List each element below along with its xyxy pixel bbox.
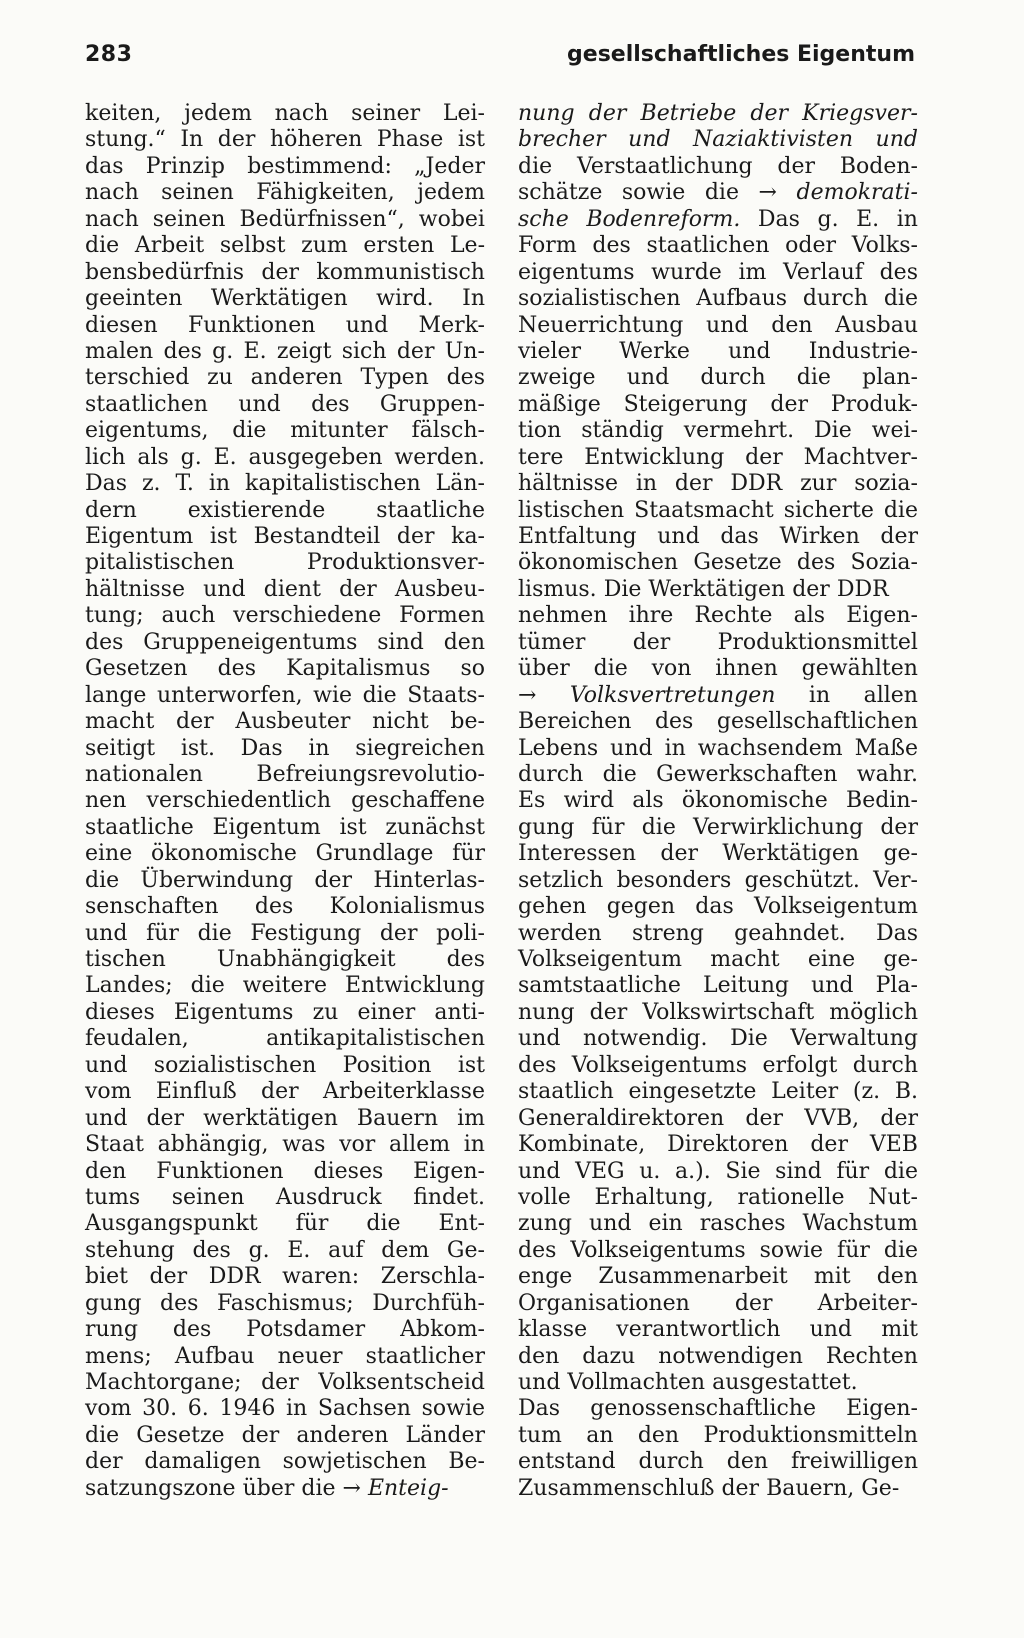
text-line: gung für die Verwirklichung der xyxy=(518,814,918,840)
text-line: Landes; die weitere Entwicklung xyxy=(85,973,485,999)
text-line: vieler Werke und Industrie- xyxy=(518,338,918,364)
left-column xyxy=(85,101,485,1502)
text-line: tums seinen Ausdruck findet. xyxy=(85,1184,485,1210)
text-line: des Volkseigentums erfolgt durch xyxy=(518,1052,918,1078)
text-line: und notwendig. Die Verwaltung xyxy=(518,1026,918,1052)
text-line: Es wird als ökonomische Bedin- xyxy=(518,788,918,814)
text-line: nung der Betriebe der Kriegsver- xyxy=(518,101,918,126)
text-line: setzlich besonders geschützt. Ver- xyxy=(518,867,918,893)
text-line: nehmen ihre Rechte als Eigen- xyxy=(518,603,918,629)
text-line: hältnisse und dient der Ausbeu- xyxy=(85,576,485,602)
text-line: feudalen, antikapitalistischen xyxy=(85,1026,485,1052)
text-line: die Arbeit selbst zum ersten Le- xyxy=(85,233,485,259)
text-line: ökonomischen Gesetze des Sozia- xyxy=(518,550,918,576)
text-line: senschaften des Kolonialismus xyxy=(85,894,485,920)
text-line: werden streng geahndet. Das xyxy=(518,920,918,946)
text-line: über die von ihnen gewählten xyxy=(518,656,918,682)
text-line: nach seinen Fähigkeiten, jedem xyxy=(85,180,485,206)
text-line: tere Entwicklung der Machtver- xyxy=(518,444,918,470)
text-line: terschied zu anderen Typen des xyxy=(85,365,485,391)
text-line: Ausgangspunkt für die Ent- xyxy=(85,1211,485,1237)
text-line: rung des Potsdamer Abkom- xyxy=(85,1317,485,1343)
text-line: und VEG u. a.). Sie sind für die xyxy=(518,1158,918,1184)
text-line: enge Zusammenarbeit mit den xyxy=(518,1264,918,1290)
text-line: Zusammenschluß der Bauern, Ge- xyxy=(518,1475,900,1501)
text-line: Form des staatlichen oder Volks- xyxy=(518,233,918,259)
text-line: vom Einfluß der Arbeiterklasse xyxy=(85,1079,485,1105)
text-line: dieses Eigentums zu einer anti- xyxy=(85,999,485,1025)
text-line: nationalen Befreiungsrevolutio- xyxy=(85,761,485,787)
text-line: brecher und Naziaktivisten und xyxy=(518,127,918,153)
text-line: dern existierende staatliche xyxy=(85,497,485,523)
text-line: Eigentum ist Bestandteil der ka- xyxy=(85,524,485,549)
text-line: nen verschiedentlich geschaffene xyxy=(85,788,485,814)
text-line: tung; auch verschiedene Formen xyxy=(85,603,485,629)
text-line: die Gesetze der anderen Länder xyxy=(85,1422,485,1448)
text-line: lismus. Die Werktätigen der DDR xyxy=(518,576,889,602)
text-line: zung und ein rasches Wachstum xyxy=(518,1211,918,1237)
text-line: seitigt ist. Das in siegreichen xyxy=(85,735,485,761)
text-line: biet der DDR waren: Zerschla- xyxy=(85,1264,485,1290)
text-line: samtstaatliche Leitung und Pla- xyxy=(518,973,918,999)
text-line: Kombinate, Direktoren der VEB xyxy=(518,1132,918,1158)
text-line: tum an den Produktionsmitteln xyxy=(518,1422,918,1448)
right-column xyxy=(518,101,918,1502)
text-line: Generaldirektoren der VVB, der xyxy=(518,1105,918,1131)
text-line: Volkseigentum macht eine ge- xyxy=(518,947,918,972)
text-line: Interessen der Werktätigen ge- xyxy=(518,841,918,867)
text-line: tümer der Produktionsmittel xyxy=(518,629,918,655)
text-line: Bereichen des gesellschaftlichen xyxy=(518,709,918,735)
text-line: die Verstaatlichung der Boden- xyxy=(518,153,918,179)
text-line: tischen Unabhängigkeit des xyxy=(85,947,485,972)
text-line: geeinten Werktätigen wird. In xyxy=(85,286,485,312)
text-line: klasse verantwortlich und mit xyxy=(518,1317,918,1343)
text-line: der damaligen sowjetischen Be- xyxy=(85,1449,485,1475)
text-line: mäßige Steigerung der Produk- xyxy=(518,391,918,417)
text-line: stung.“ In der höheren Phase ist xyxy=(85,127,485,153)
text-line: staatlichen und des Gruppen- xyxy=(85,391,485,417)
text-line: eigentums wurde im Verlauf des xyxy=(518,259,918,285)
text-line: vom 30. 6. 1946 in Sachsen sowie xyxy=(85,1396,485,1422)
text-line: nung der Volkswirtschaft möglich xyxy=(518,999,918,1025)
text-line: sozialistischen Aufbaus durch die xyxy=(518,286,918,312)
page-number: 283 xyxy=(85,42,133,67)
text-line: malen des g. E. zeigt sich der Un- xyxy=(85,338,485,364)
text-line: pitalistischen Produktionsver- xyxy=(85,550,485,576)
text-line: sche Bodenreform. Das g. E. in xyxy=(518,206,918,232)
text-line: tion ständig vermehrt. Die wei- xyxy=(518,418,918,444)
text-line: den Funktionen dieses Eigen- xyxy=(85,1158,485,1184)
text-line: bensbedürfnis der kommunistisch xyxy=(85,259,485,285)
text-line: den dazu notwendigen Rechten xyxy=(518,1343,918,1369)
text-line: stehung des g. E. auf dem Ge- xyxy=(85,1237,485,1263)
text-line: listischen Staatsmacht sicherte die xyxy=(518,497,918,523)
running-head: gesellschaftliches Eigentum xyxy=(567,42,915,67)
text-line: Neuerrichtung und den Ausbau xyxy=(518,312,918,338)
text-line: staatlich eingesetzte Leiter (z. B. xyxy=(518,1079,918,1105)
text-line: → Volksvertretungen in allen xyxy=(518,682,918,708)
text-line: Lebens und in wachsendem Maße xyxy=(518,735,918,761)
text-line: eine ökonomische Grundlage für xyxy=(85,841,485,867)
text-line: entstand durch den freiwilligen xyxy=(518,1449,918,1475)
text-line: satzungszone über die → Enteig- xyxy=(85,1475,449,1501)
page-header xyxy=(85,42,915,76)
text-line: lich als g. E. ausgegeben werden. xyxy=(85,444,485,470)
text-line: des Volkseigentums sowie für die xyxy=(518,1237,918,1263)
text-line: nach seinen Bedürfnissen“, wobei xyxy=(85,206,485,232)
text-line: Staat abhängig, was vor allem in xyxy=(85,1132,485,1158)
text-line: keiten, jedem nach seiner Lei- xyxy=(85,101,485,126)
text-line: gung des Faschismus; Durchfüh- xyxy=(85,1290,485,1316)
text-line: staatliche Eigentum ist zunächst xyxy=(85,814,485,840)
text-line: macht der Ausbeuter nicht be- xyxy=(85,709,485,735)
text-line: Organisationen der Arbeiter- xyxy=(518,1290,918,1316)
text-line: Entfaltung und das Wirken der xyxy=(518,524,918,549)
text-line: des Gruppeneigentums sind den xyxy=(85,629,485,655)
text-line: Das genossenschaftliche Eigen- xyxy=(518,1396,918,1422)
text-line: und Vollmachten ausgestattet. xyxy=(518,1370,858,1395)
text-line: diesen Funktionen und Merk- xyxy=(85,312,485,338)
text-line: volle Erhaltung, rationelle Nut- xyxy=(518,1184,918,1210)
text-line: gehen gegen das Volkseigentum xyxy=(518,894,918,920)
text-line: hältnisse in der DDR zur sozia- xyxy=(518,471,918,497)
text-line: schätze sowie die → demokrati- xyxy=(518,180,918,206)
text-line: Das z. T. in kapitalistischen Län- xyxy=(85,471,485,497)
text-line: Machtorgane; der Volksentscheid xyxy=(85,1370,485,1395)
text-line: mens; Aufbau neuer staatlicher xyxy=(85,1343,485,1369)
text-line: durch die Gewerkschaften wahr. xyxy=(518,761,918,787)
text-line: lange unterworfen, wie die Staats- xyxy=(85,682,485,708)
text-line: das Prinzip bestimmend: „Jeder xyxy=(85,153,485,179)
text-line: die Überwindung der Hinterlas- xyxy=(85,867,485,893)
text-line: eigentums, die mitunter fälsch- xyxy=(85,418,485,444)
text-line: zweige und durch die plan- xyxy=(518,365,918,391)
text-line: und der werktätigen Bauern im xyxy=(85,1105,485,1131)
text-line: und für die Festigung der poli- xyxy=(85,920,485,946)
text-line: Gesetzen des Kapitalismus so xyxy=(85,656,485,682)
text-line: und sozialistischen Position ist xyxy=(85,1052,485,1078)
